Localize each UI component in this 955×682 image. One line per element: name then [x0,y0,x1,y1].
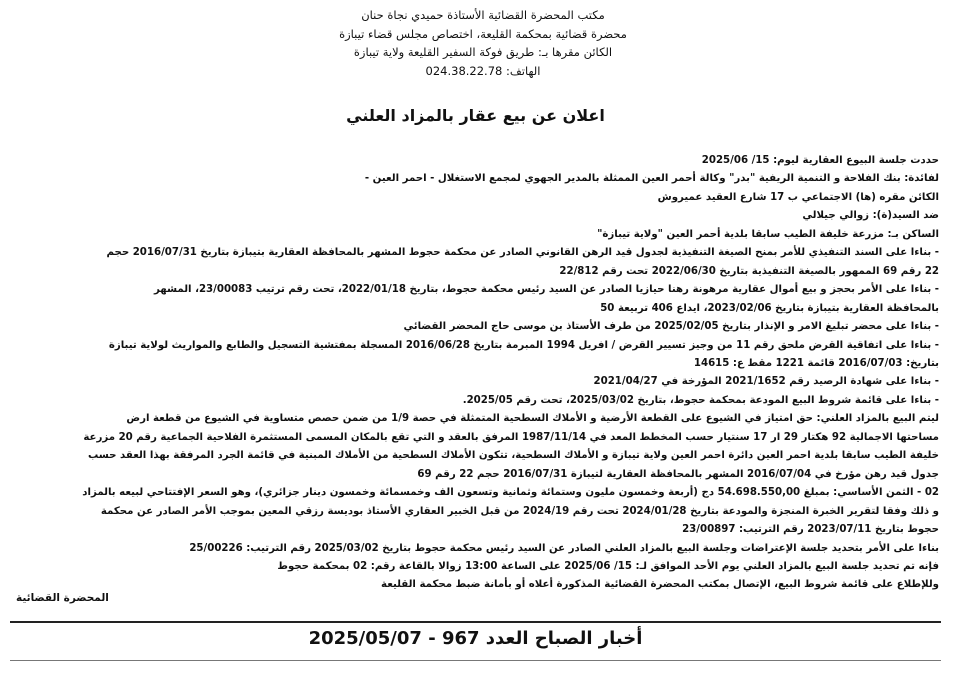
notice-title: اعلان عن بيع عقار بالمزاد العلني [346,106,605,125]
body-line: - بناءا على السند التنفيذي للأمر بمنح الصيغة التنفيذية لجدول قيد الرهن القانوني الصادر عن محكمة حجوط المشهر بالمحافظة العقارية بتيبازة بتاريخ 2016/07/31 حجم [106,247,939,259]
notice-body [14,152,939,595]
body-line: - بناءا على اتفاقية القرض ملحق رقم 11 من وجيز تسيير القرض / افريل 1994 المبرمة بتاريخ 2016/06/28 المسجلة بمفتشية التسجيل والطابع والمواريث لولاية تيبازة [108,339,939,351]
office-header [203,6,763,80]
newspaper-footer: أخبار الصباح العدد 967 - 2025/05/07 [308,628,643,649]
body-line: - بناءا على محضر تبليغ الامر و الإنذار بتاريخ 2025/02/05 من طرف الأستاذ بن موسى حاج المحضر القضائي [403,321,939,333]
body-line: 02 - الثمن الأساسي: بمبلغ 54.698.550,00 دج (أربعة وخمسون مليون وستمائة وثمانية وتسعون الف وخمسمائة وخمسون دينار جزائري)، وهو السعر الإفتتاحي لبيعه بالمزاد [82,487,939,499]
signer: المحضرة القضائية [16,592,109,604]
office-name: مكتب المحضرة القضائية الأستاذة حميدي نجاة حنان [361,8,605,22]
body-line: بالمحافظة العقارية بتيبازة بتاريخ 2023/02/06، ايداع 406 تربيعة 50 [600,302,939,314]
body-line: وللإطلاع على قائمة شروط البيع، الإتصال بمكتب المحضرة القضائية المذكورة أعلاه أو بأمانة ضبط محكمة القليعة [381,579,939,591]
body-line: الكائن مقره (ها) الاجتماعي ب 17 شارع العقيد عميروش [657,191,939,203]
office-jurisdiction: محضرة قضائية بمحكمة القليعة، اختصاص مجلس قضاء تيبازة [339,26,627,41]
footer-divider [10,621,941,623]
body-line: - بناءا على شهادة الرصيد رقم 2021/1652 المؤرخة في 2021/04/27 [593,376,939,388]
body-line: خليفة الطيب سابقا بلدية احمر العين دائرة احمر العين ولاية تيبازة و الأملاك السطحية، تتكون الأملاك السطحية من الأملاك المبنية في قائمة الجرد المرفقة بهذا العقد حسب [87,450,939,462]
body-line: فإنه تم تحديد جلسة البيع بالمزاد العلني يوم الأحد الموافق لـ: 15/ 2025/06 على الساعة 13:00 زوالا بالقاعة رقم: 02 بمحكمة حجوط [277,560,939,572]
body-line: مساحتها الاجمالية 92 هكتار 29 ار 17 سنتيار حسب المخطط المعد في 1987/11/14 المرفق بالعقد و التي تقع بالمكان المسمى المستثمرة الفلاحية الجماعية رقم 20 مزرعة [83,431,939,443]
body-line: الساكن بـ: مزرعة خليفة الطيب سابقا بلدية أحمر العين "ولاية تيبازة" [597,228,939,240]
body-line: حجوط بتاريخ 2023/07/11 رقم الترتيب: 23/00897 [682,524,939,536]
body-line: بناءا على الأمر بتحديد جلسة الإعتراضات وجلسة البيع بالمزاد العلني الصادر عن السيد رئيس محكمة حجوط بتاريخ 2025/03/02 رقم الترتيب: 25/00226 [189,542,939,554]
body-line: لفائدة: بنك الفلاحة و التنمية الريفية "بدر" وكالة أحمر العين الممثلة بالمدير الجهوي لمجمع الاستغلال - احمر العين - [364,173,939,185]
footer-bottom-divider [10,660,941,661]
office-address: الكائن مقرها بـ: طريق فوكة السفير القليعة ولاية تيبازة [353,45,613,59]
body-line: ضد السيد(ة): زوالي جيلالي [802,210,939,222]
body-line: 22 رقم 69 الممهور بالصيغة التنفيذية بتاريخ 2022/06/30 تحت رقم 22/812 [559,265,939,277]
notice-page [8,6,943,676]
body-line: - بناءا على قائمة شروط البيع المودعة بمحكمة حجوط، بتاريخ 2025/03/02، تحت رقم 2025/05. [462,394,939,406]
office-phone: الهاتف: 024.38.22.78 [425,63,541,78]
body-line: ليتم البيع بالمزاد العلني: حق امتياز في الشيوع على القطعة الأرضية و الأملاك السطحية المتمثلة في حصة 1/9 من ضمن حصص متساوية في الشيوع من قطعة ارض [126,413,939,425]
body-line: جدول قيد رهن مؤرخ في 2016/07/04 المشهر بالمحافظة العقارية لتيبازة 2016/07/31 حجم 22 رقم 69 [417,468,939,480]
body-line: حددت جلسة البيوع العقارية ليوم: 15/ 2025/06 [701,155,939,166]
body-line: بتاريخ: 2016/07/03 قائمة 1221 مقط ع: 14615 [693,357,939,369]
body-line: و ذلك وفقا لتقرير الخبرة المنجزة والمودعة بتاريخ 2024/01/28 تحت رقم 2024/19 من قبل الخبير العقاري الأستاذ بوديسة رزقي المعين بموجب الأمر الصادر عن محكمة [100,505,939,517]
body-line: - بناءا على الأمر بحجز و بيع أموال عقارية مرهونة رهنا حيازيا الصادر عن السيد رئيس محكمة حجوط، بتاريخ 2022/01/18، تحت رقم ترتيب 23/00083، المشهر [153,284,939,296]
